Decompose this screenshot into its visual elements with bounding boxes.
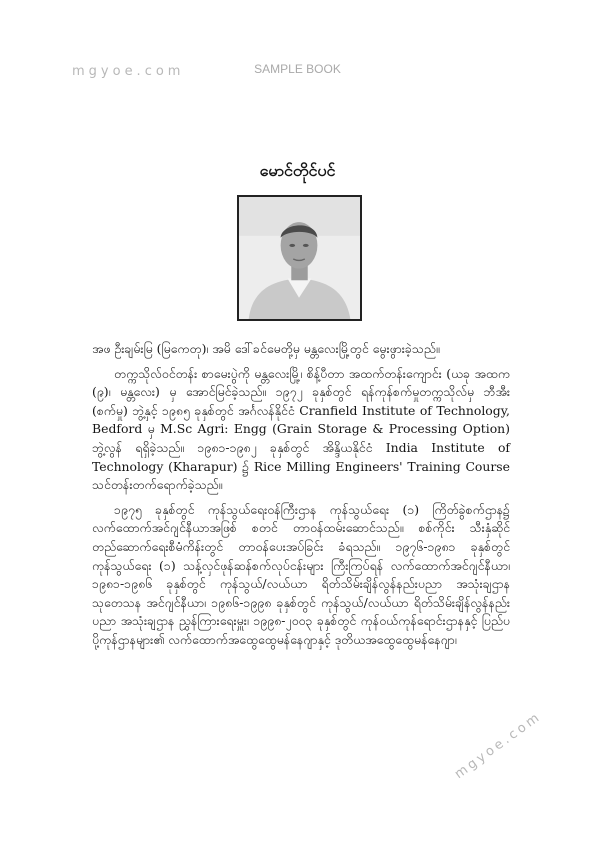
header-label: SAMPLE BOOK <box>254 62 341 76</box>
watermark-top: mgyoe.com <box>72 64 185 79</box>
watermark-bottom: mgyoe.com <box>452 709 545 783</box>
author-name: မောင်တိုင်ပင် <box>259 161 336 180</box>
paragraph-career: ၁၉၇၅ ခုနှစ်တွင် ကုန်သွယ်ရေးဝန်ကြီးဌာန ကုန်သွယ်ရေး (၁) ကြိတ်ခွဲစက်ဌာန၌ လက်ထောက်အင်ဂျင်နီယာအဖြစ် စတင် တာဝန်ထမ်းဆောင်သည်။ စစ်ကိုင်း သီးနှံဆိုင် တည်ဆောက်ရေးစီမံကိန်းတွင် တာဝန်ပေးအပ်ခြင်း ခံရသည်။ ၁၉၇၆-၁၉၈၁ ခုနှစ်တွင် ကုန်သွယ်ရေး (၁) သန့်လှင်ဖုန်ဆန်စက်လုပ်ငန်းများ ကြီးကြပ်ရန် လက်ထောက်အင်ဂျင်နီယာ၊ ၁၉၈၁-၁၉၈၆ ခုနှစ်တွင် ကုန်သွယ်/လယ်ယာ ရိတ်သိမ်းချိန်လွန်နည်းပညာ အသုံးချဌာနသုတေသန အင်ဂျင်နီယာ၊ ၁၉၈၆-၁၉၉၈ ခုနှစ်တွင် ကုန်သွယ်/လယ်ယာ ရိတ်သိမ်းချိန်လွန်နည်းပညာ အသုံးချဌာန ညွှန်ကြားရေးမှူး၊ ၁၉၉၈-၂၀၀၃ ခုနှစ်တွင် ကုန်ဝယ်ကုန်ရောင်းဌာနနှင့် ပြည်ပပို့ကုန်ဌာနများ၏ လက်ထောက်အထွေထွေမန်နေဂျာနှင့် ဒုတိယအထွေထွေမန်နေဂျာ၊ <box>92 501 510 647</box>
paragraph-education: တက္ကသိုလ်ဝင်တန်း စာမေးပွဲကို မန္တလေးမြို့၊ စိန့်ပီတာ အထက်တန်းကျောင်း (ယခု အထက (၉)၊ မန္တလေး) မှ အောင်မြင်ခဲ့သည်။ ၁၉၇၂ ခုနှစ်တွင် ရန်ကုန်စက်မှုတက္ကသိုလ်မှ ဘီအီး (စက်မှု) ဘွဲ့နှင့် ၁၉၈၅ ခုနှစ်တွင် အင်္ဂလန်နိုင်ငံ Cranfield Institute of Technology, Bedford မှ M.Sc Agri: Engg (Grain Storage & Processing Option) ဘွဲ့လွန် ရရှိခဲ့သည်။ ၁၉၈၁-၁၉၈၂ ခုနှစ်တွင် အိန္ဒိယနိုင်ငံ India Institute of Technology (Kharapur) ၌ Rice Milling Engineers' Training Course သင်တန်းတက်ရောက်ခဲ့သည်။ <box>92 365 510 493</box>
author-photo <box>237 195 362 321</box>
biography-text <box>92 340 510 656</box>
paragraph-birth: အဖ ဦးချမ်းမြ (မြကေတု)၊ အမိ ဒေါ်ခင်မေတို့မှ မန္တလေးမြို့တွင် မွေးဖွားခဲ့သည်။ <box>92 341 440 356</box>
portrait-illustration <box>239 197 360 319</box>
